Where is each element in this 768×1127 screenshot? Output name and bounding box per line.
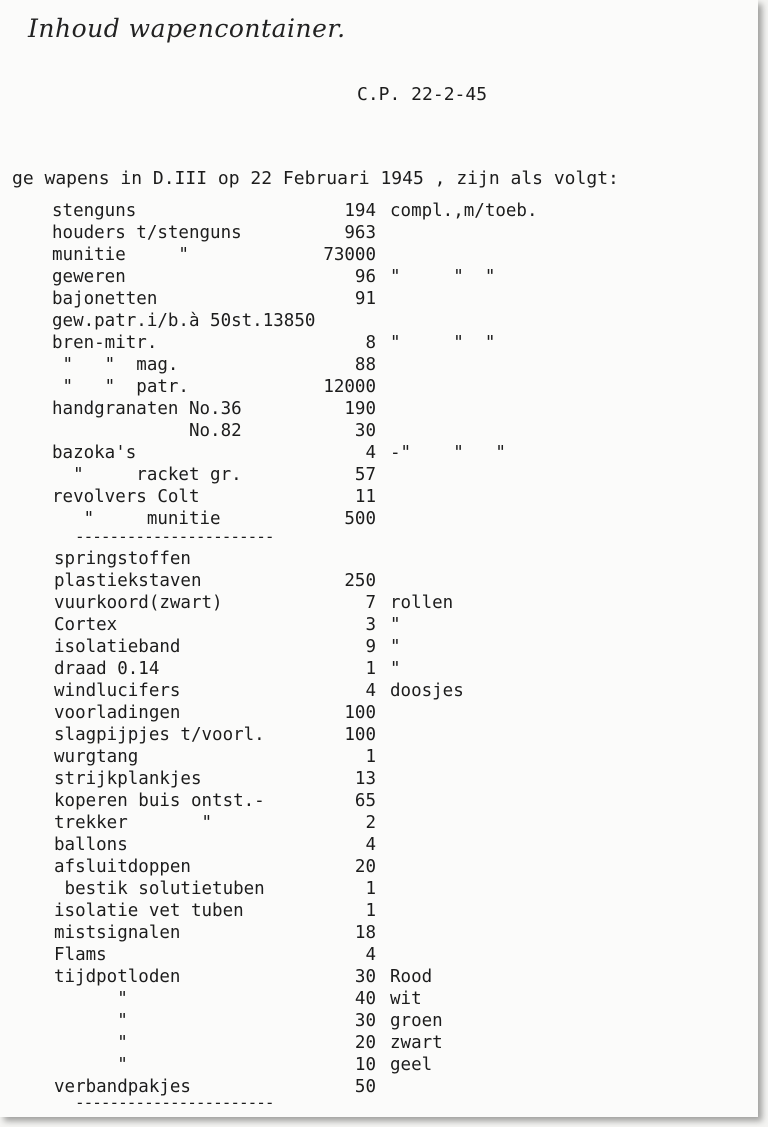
item-quantity: 13 [354,769,376,789]
item-quantity: 4 [365,835,376,855]
item-name: isolatie vet tuben [54,901,244,921]
item-note: -" " " [390,443,506,463]
item-name: bazoka's [52,443,137,463]
item-quantity: 1 [365,879,376,899]
item-note: wit [390,989,422,1009]
item-note: " [390,637,401,657]
item-quantity: 250 [344,571,376,591]
item-note: " " " [390,267,496,287]
item-name: revolvers Colt [52,487,200,507]
item-name: koperen buis ontst.- [54,791,265,811]
item-quantity: 12000 [323,377,376,397]
item-quantity: 91 [354,289,376,309]
item-name: " " mag. [52,355,179,375]
item-name: afsluitdoppen [54,857,191,877]
item-note: compl.,m/toeb. [390,201,538,221]
item-quantity: 30 [354,1011,376,1031]
item-quantity: 50 [354,1077,376,1097]
item-name: trekker " [54,813,213,833]
item-quantity: 2 [365,813,376,833]
item-name: slagpijpjes t/voorl. [54,725,265,745]
item-name: bajonetten [52,289,158,309]
item-note: " " " [390,333,496,353]
separator-line: ----------------------- [75,527,274,546]
item-name: springstoffen [54,549,191,569]
item-quantity: 194 [344,201,376,221]
item-quantity: 500 [344,509,376,529]
item-note: " [390,615,401,635]
handwritten-title: Inhoud wapencontainer. [28,14,346,43]
item-quantity: 4 [365,681,376,701]
item-name: mistsignalen [54,923,181,943]
item-name: strijkplankjes [54,769,202,789]
item-name: " racket gr. [52,465,242,485]
item-name: windlucifers [54,681,181,701]
item-name: houders t/stenguns [52,223,242,243]
item-quantity: 57 [354,465,376,485]
item-note: doosjes [390,681,464,701]
item-name: bestik solutietuben [54,879,265,899]
item-name: plastiekstaven [54,571,202,591]
item-name: verbandpakjes [54,1077,191,1097]
item-name: ballons [54,835,128,855]
item-name: " [54,989,128,1009]
item-name: vuurkoord(zwart) [54,593,223,613]
item-quantity: 11 [354,487,376,507]
item-name: voorladingen [54,703,181,723]
item-name: handgranaten No.36 [52,399,242,419]
item-quantity: 8 [365,333,376,353]
item-name: geweren [52,267,126,287]
item-name: " [54,1011,128,1031]
item-quantity: 100 [344,725,376,745]
item-quantity: 190 [344,399,376,419]
item-name: Flams [54,945,107,965]
item-name: tijdpotloden [54,967,181,987]
item-quantity: 73000 [323,245,376,265]
item-name: wurgtang [54,747,139,767]
item-quantity: 7 [365,593,376,613]
item-name: " [54,1033,128,1053]
item-note: zwart [390,1033,443,1053]
item-quantity: 4 [365,443,376,463]
item-name: isolatieband [54,637,181,657]
item-quantity: 65 [354,791,376,811]
item-quantity: 30 [354,421,376,441]
item-quantity: 40 [354,989,376,1009]
item-quantity: 1 [365,747,376,767]
item-quantity: 9 [365,637,376,657]
item-name: " " patr. [52,377,189,397]
item-name: munitie " [52,245,189,265]
item-name: draad 0.14 [54,659,160,679]
item-note: Rood [390,967,433,987]
item-quantity: 100 [344,703,376,723]
item-name: No.82 [52,421,242,441]
item-note: rollen [390,593,454,613]
item-note: " [390,659,401,679]
item-quantity: 88 [354,355,376,375]
item-quantity: 30 [354,967,376,987]
item-quantity: 20 [354,857,376,877]
item-name: bren-mitr. [52,333,158,353]
item-quantity: 1 [365,901,376,921]
item-name: stenguns [52,201,137,221]
item-note: groen [390,1011,443,1031]
intro-line: ge wapens in D.III op 22 Februari 1945 , zijn als volgt: [12,168,619,189]
item-quantity: 10 [354,1055,376,1075]
document-date: C.P. 22-2-45 [357,84,488,105]
item-name: Cortex [54,615,118,635]
item-quantity: 1 [365,659,376,679]
item-name: " [54,1055,128,1075]
item-quantity: 963 [344,223,376,243]
item-quantity: 4 [365,945,376,965]
item-name: gew.patr.i/b.à 50st.13850 [52,311,316,331]
item-name: " munitie [52,509,221,529]
separator-line: ----------------------- [75,1093,274,1112]
item-quantity: 3 [365,615,376,635]
item-quantity: 18 [354,923,376,943]
item-note: geel [390,1055,433,1075]
item-quantity: 96 [354,267,376,287]
item-quantity: 20 [354,1033,376,1053]
